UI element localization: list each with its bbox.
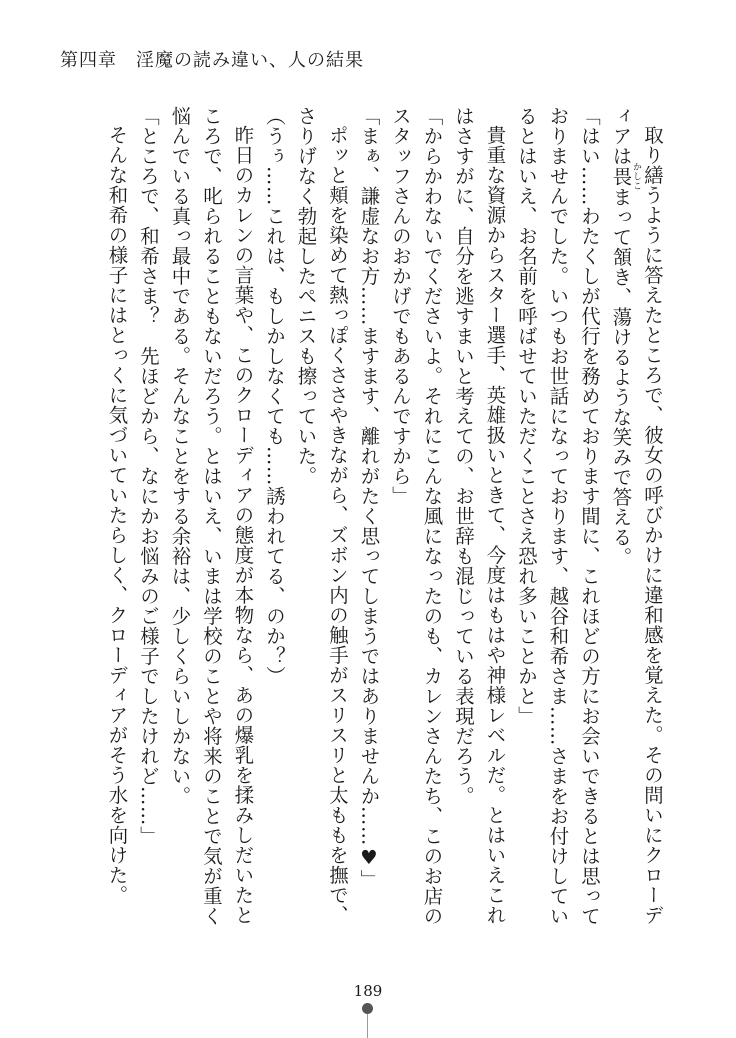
page-thumb-line [367, 1010, 368, 1038]
paragraph-10: そんな和希の様子にはとっくに気づいていたらしく、クローディアがそう水を向けた。 [105, 125, 129, 906]
paragraph-4: 「からかわないでくださいよ。それにこんな風になったのも、カレンさんたち、このお店のスタッフさんのおかげでもあるんですから」 [389, 106, 444, 926]
paragraph-6: ポッと頬を染めて熱っぽくささやきながら、ズボン内の触手がスリスリと太ももを撫で、さりげなく勃起したペニスも擦っていた。 [294, 106, 349, 926]
paragraph-8: 昨日のカレンの言葉や、このクローディアの態度が本物なら、あの爆乳を揉みしだいたところで、叱られることもないだろう。とはいえ、いまは学校のことや将来のことで気が重く悩んでいる真っ最中である。そんなことをする余裕は、少しくらいしかない。 [168, 106, 255, 926]
ruby-reading: かしこ [631, 162, 641, 191]
paragraph-9: 「ところで、和希さま？ 先ほどから、なにかお悩みのご様子でしたけれど……」 [137, 106, 160, 846]
ruby-annotation [609, 162, 641, 191]
paragraph-5: 「まぁ、謙虚なお方……ますます、離れがたく思ってしまうではありませんか……♥」 [357, 106, 381, 890]
paragraph-text: まって頷き、蕩けるような笑みで答える。 [609, 186, 633, 567]
body-text [58, 106, 668, 936]
page-number: 189 [353, 982, 383, 1000]
paragraph-2: 「はい……わたくしが代行を務めております間に、これほどの方にお会いできるとは思っておりませんでした。いつもお世話になっております、越谷和希さま……さまをお付けしているとはいえ、お名前を呼ばせていただくことさえ恐れ多いことかと」 [515, 106, 601, 926]
ruby-base: 畏 [609, 162, 633, 191]
paragraph-1 [605, 106, 668, 936]
paragraph-text: 取り繕うように答えたところで、彼女の呼びかけに違和感を覚えた。その問いにクローディアは [609, 106, 664, 926]
page-thumb-dot [362, 1003, 373, 1014]
chapter-header: 第四章 淫魔の読み違い、人の結果 [60, 50, 364, 71]
paragraph-3: 貴重な資源からスター選手、英雄扱いときて、今度はもはや神様レベルだ。とはいえこれはさすがに、自分を逃すまいと考えての、お世辞も混じっている表現だろう。 [452, 106, 507, 926]
paragraph-7: （うぅ……これは、もしかしなくても……誘われてる、のか？） [263, 106, 286, 686]
